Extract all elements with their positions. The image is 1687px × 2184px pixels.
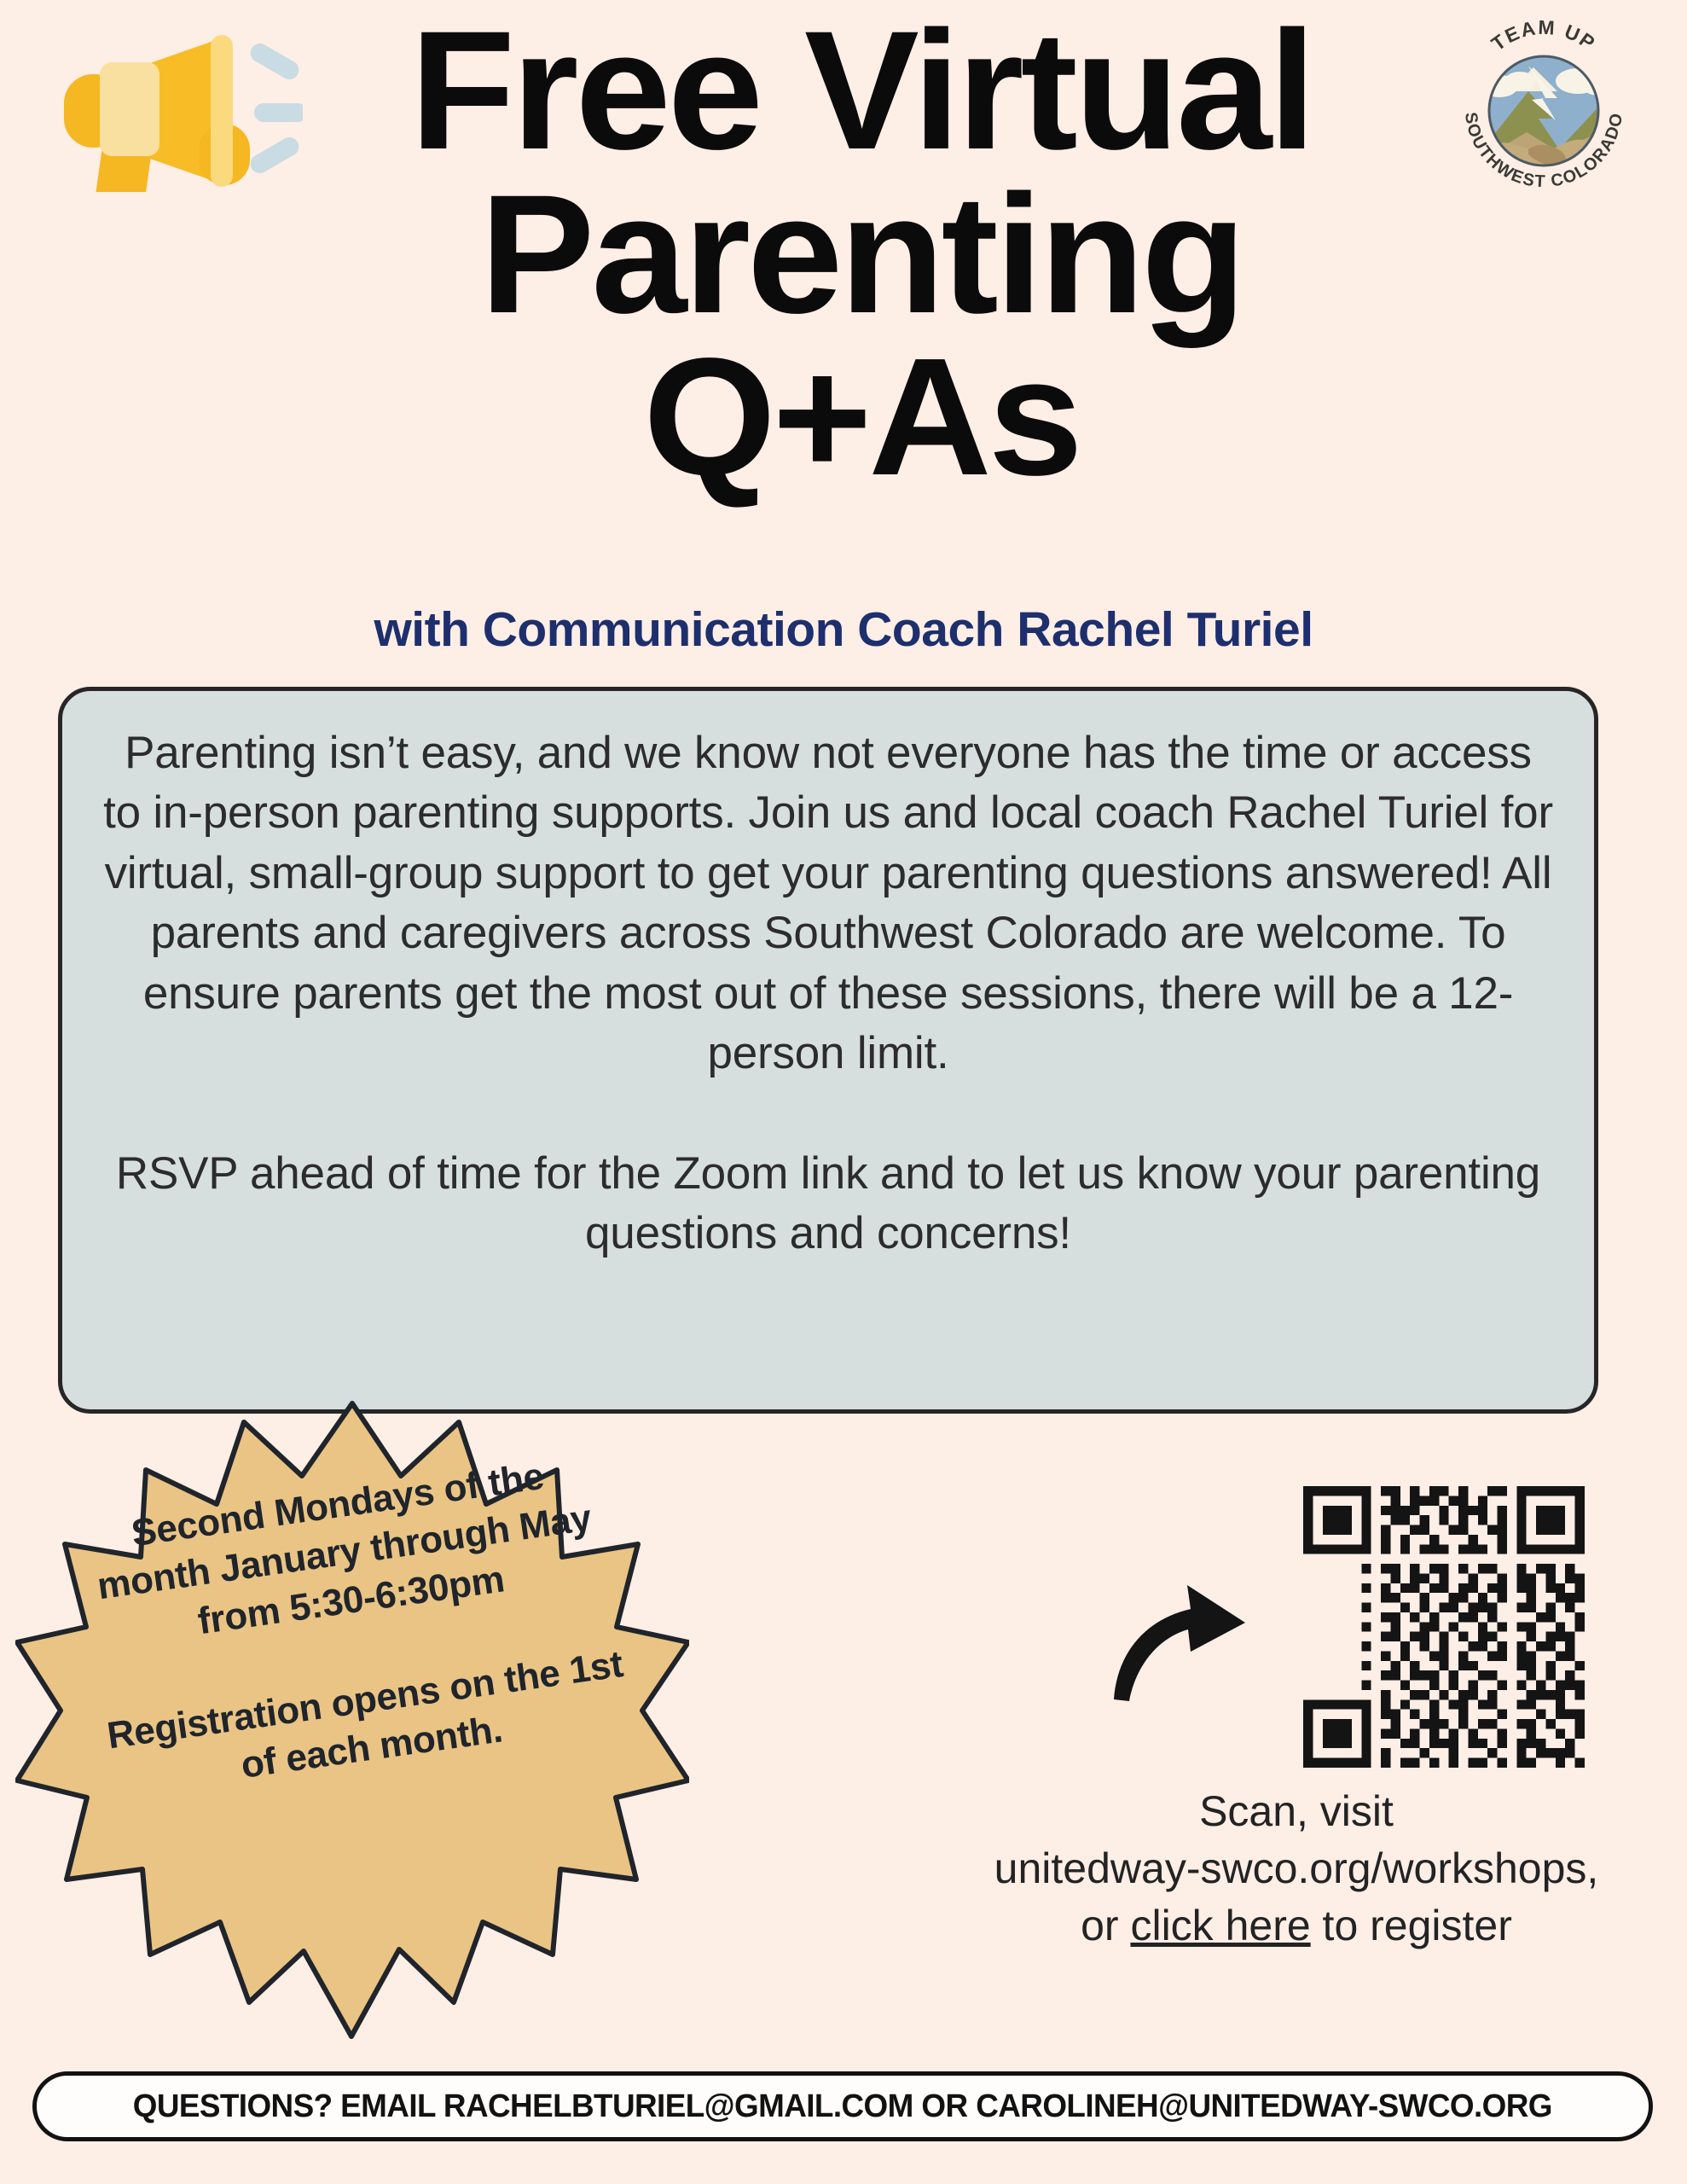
svg-text:SOUTHWEST COLORADO: SOUTHWEST COLORADO bbox=[1460, 111, 1627, 192]
description-paragraph-1: Parenting isn’t easy, and we know not everyone has the time or access to in-person parenting supports. Join us and local coach Rachel Turiel for virtual, small-group support to get your parenting questions answered! All parents and caregivers across Southwest Colorado are welcome. To ensure parents get the most out of these sessions, there will be a 12-person limit. bbox=[103, 728, 1553, 1079]
scan-line-1: Scan, visit bbox=[1199, 1787, 1394, 1835]
qr-code[interactable] bbox=[1295, 1486, 1593, 1768]
contact-footer-bar bbox=[32, 2071, 1653, 2141]
title-line-3: Q+As bbox=[643, 323, 1080, 511]
schedule-line-2: Registration opens on the 1st of each month. bbox=[104, 1642, 626, 1787]
description-box bbox=[58, 687, 1598, 1414]
scan-line-3 bbox=[981, 1897, 1612, 1955]
footer-text: QUESTIONS? EMAIL RACHELBTURIEL@GMAIL.COM OR CAROLINEH@UNITEDWAY-SWCO.ORG bbox=[132, 2088, 1553, 2124]
page-title bbox=[244, 0, 1479, 511]
description-paragraph-2: RSVP ahead of time for the Zoom link and to let us know your parenting questions and concerns! bbox=[115, 1147, 1541, 1259]
schedule-line-1: Second Mondays of the month January through May from 5:30-6:30pm bbox=[95, 1455, 594, 1642]
scan-line-2: unitedway-swco.org/workshops, bbox=[994, 1844, 1599, 1892]
svg-text:TEAM UP: TEAM UP bbox=[1487, 15, 1601, 55]
scan-prefix: or bbox=[1081, 1902, 1131, 1949]
click-here-link[interactable]: click here bbox=[1130, 1902, 1311, 1949]
registration-instructions bbox=[981, 1783, 1612, 1955]
title-line-1: Free Virtual bbox=[409, 0, 1313, 184]
scan-suffix: to register bbox=[1310, 1902, 1512, 1949]
title-line-2: Parenting bbox=[479, 160, 1244, 349]
curved-arrow-icon bbox=[1109, 1570, 1254, 1706]
subtitle: with Communication Coach Rachel Turiel bbox=[374, 602, 1313, 657]
schedule-starburst-badge bbox=[15, 1395, 689, 2048]
